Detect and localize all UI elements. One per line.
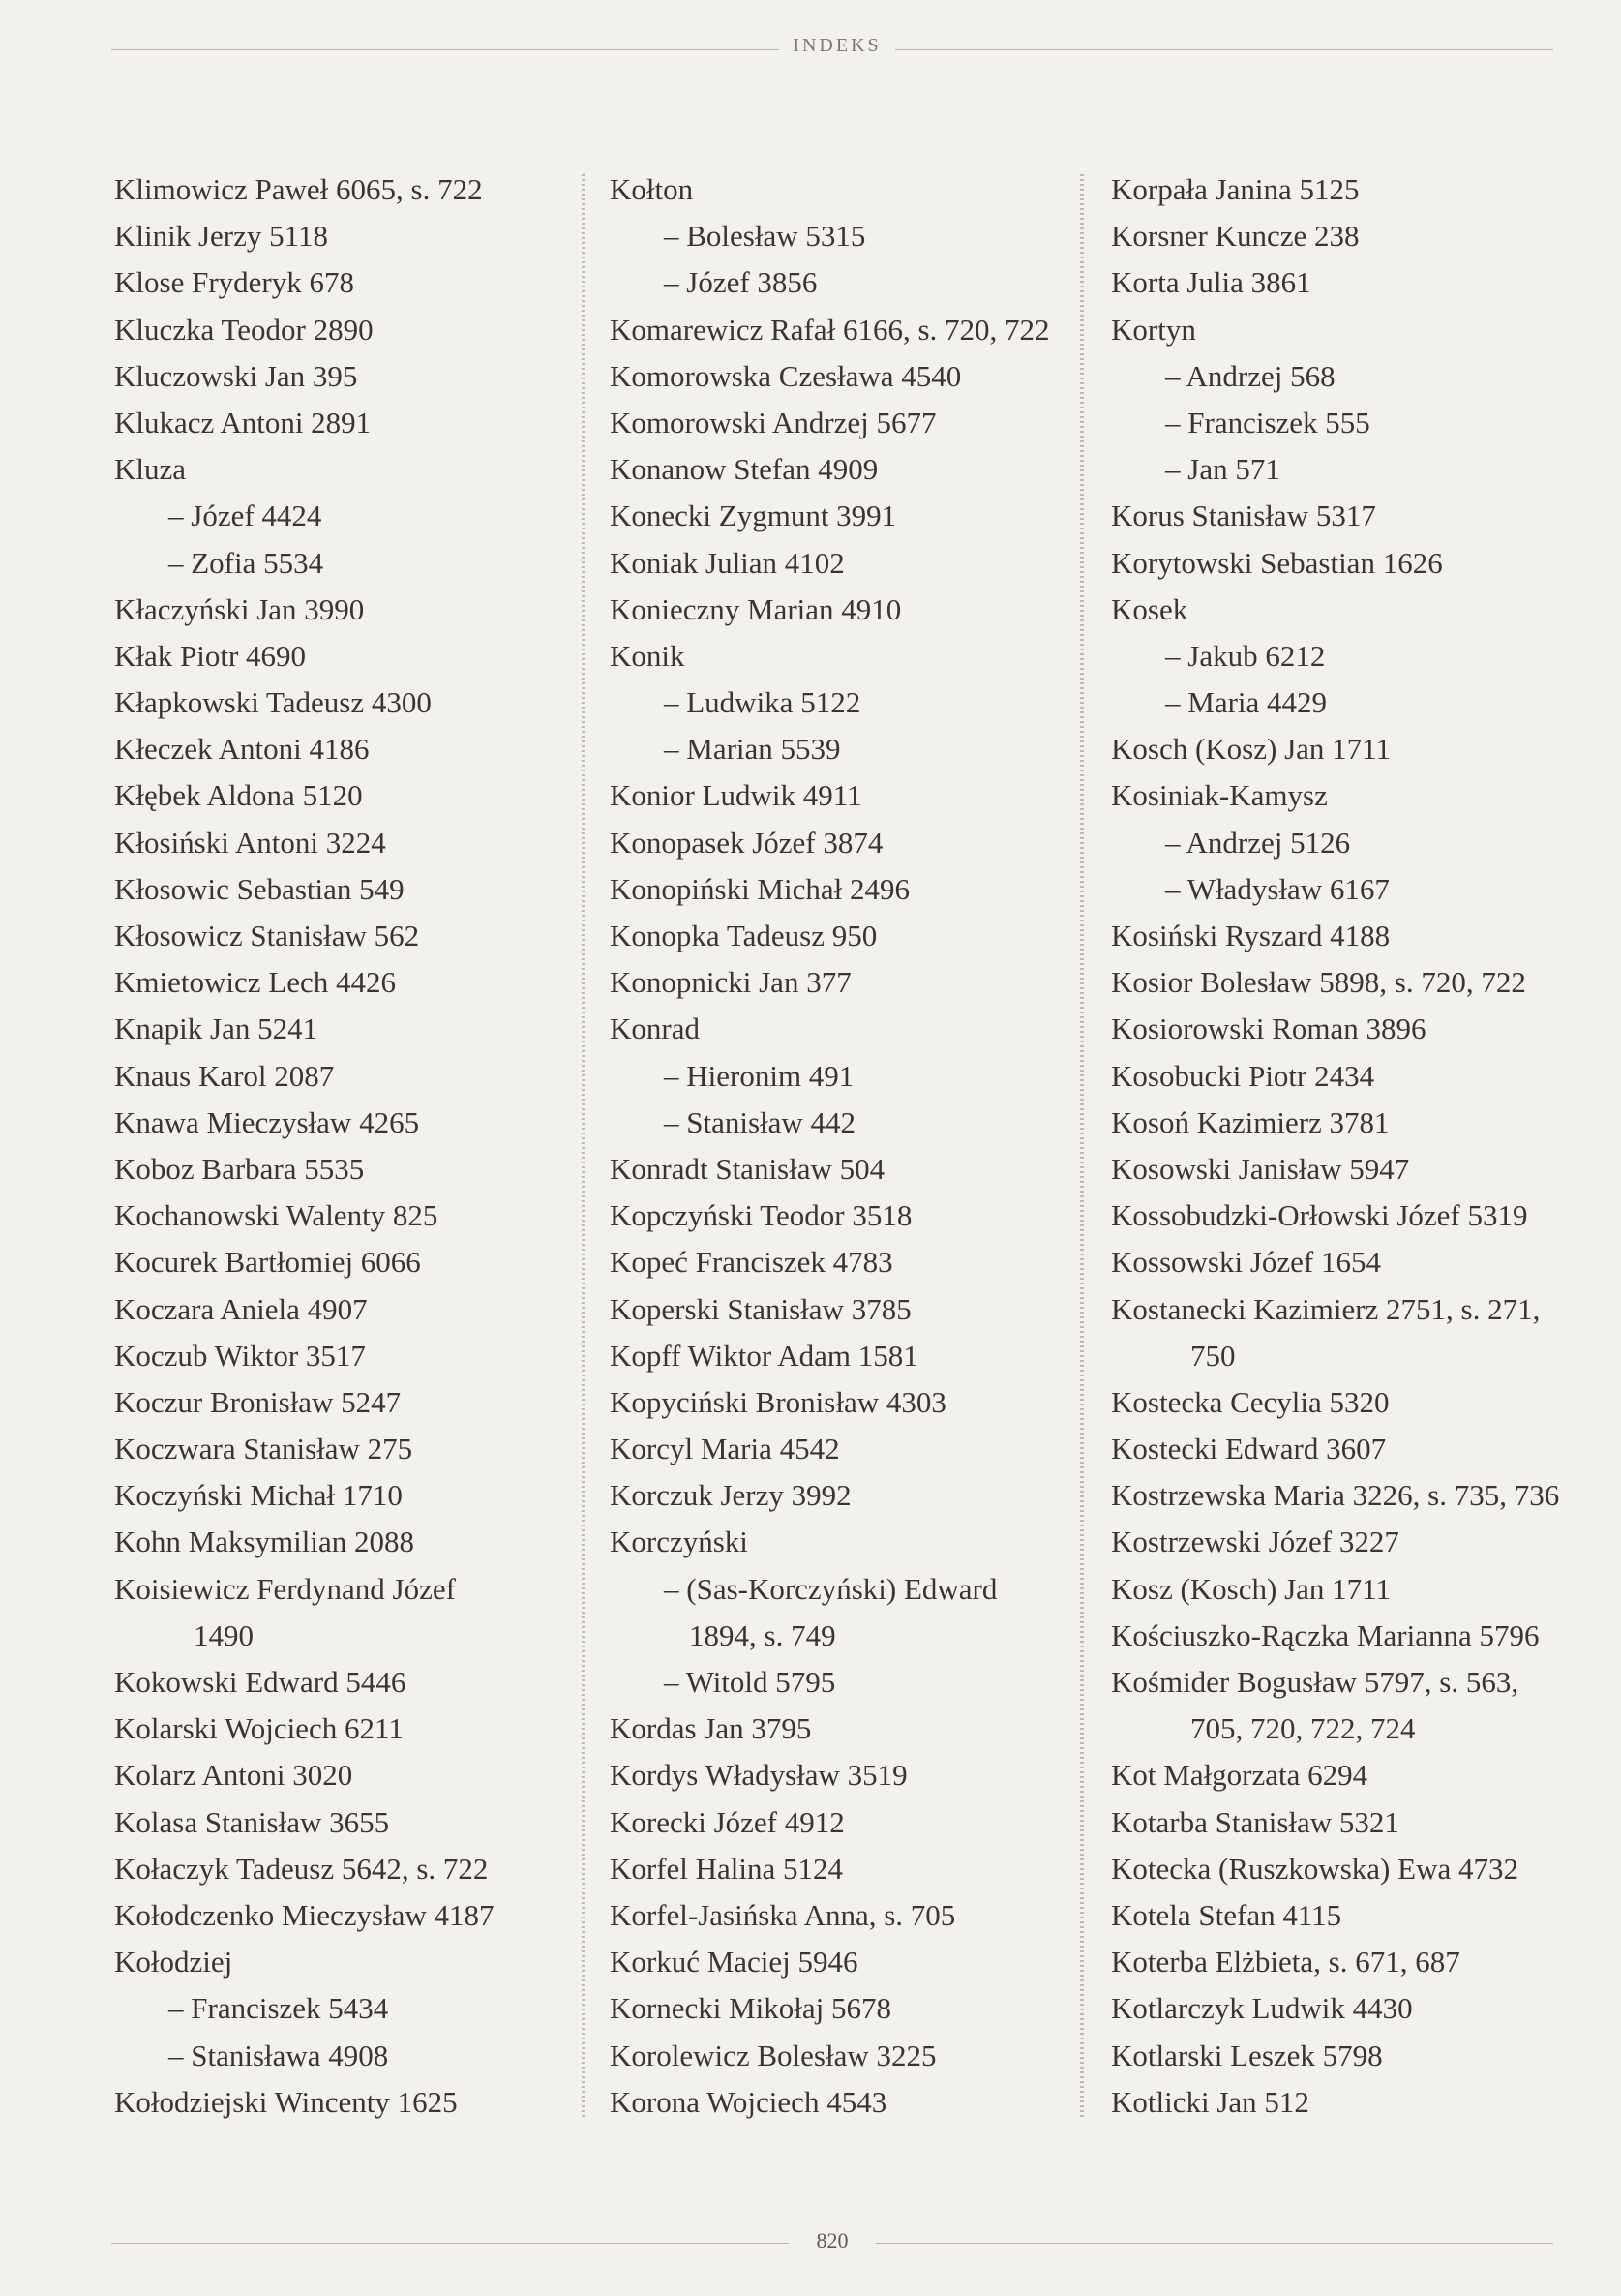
index-entry: Kopeć Franciszek 4783 [610,1245,893,1280]
index-entry: Konradt Stanisław 504 [610,1151,886,1186]
index-subentry: – Stanisława 4908 [168,2038,389,2072]
index-entry: Konanow Stefan 4909 [610,452,879,487]
index-entry: Konieczny Marian 4910 [610,591,902,626]
index-entry: Korta Julia 3861 [1111,265,1311,300]
index-entry: Kosoń Kazimierz 3781 [1111,1104,1390,1139]
index-entry: Kłaczyński Jan 3990 [114,591,365,626]
index-entry: Konopka Tadeusz 950 [610,919,878,952]
index-entry: Kłak Piotr 4690 [114,638,307,673]
index-subentry: – Franciszek 5434 [168,1991,389,2026]
index-entry: Kołaczyk Tadeusz 5642, s. 722 [114,1851,489,1886]
index-entry: Konior Ludwik 4911 [610,778,862,813]
index-subentry: – Maria 4429 [1165,685,1328,720]
index-entry: Korona Wojciech 4543 [610,2084,887,2119]
index-subentry: – Marian 5539 [664,732,841,767]
index-entry: Kolasa Stanisław 3655 [114,1804,390,1839]
index-entry: Korpała Janina 5125 [1111,172,1360,206]
index-entry: Kosiorowski Roman 3896 [1111,1012,1426,1046]
footer-rule-right [876,2243,1553,2244]
index-entry: Kosior Bolesław 5898, s. 720, 722 [1111,965,1526,1000]
index-entry: Koczwara Stanisław 275 [114,1432,413,1466]
index-column-1 [114,166,569,2126]
column-divider-1 [582,174,585,2120]
index-subentry: – Andrzej 5126 [1165,825,1351,860]
index-subentry: – Stanisław 442 [664,1104,856,1139]
index-entry: Kopff Wiktor Adam 1581 [610,1338,918,1373]
index-entry: Kostecka Cecylia 5320 [1111,1384,1390,1419]
index-columns [0,166,1621,2131]
index-entry: Kotlicki Jan 512 [1111,2084,1309,2119]
index-subentry: – Jakub 6212 [1165,638,1326,673]
index-entry: Koisiewicz Ferdynand Józef [114,1571,456,1606]
index-entry: Korsner Kuncze 238 [1111,219,1360,254]
index-entry: Kosch (Kosz) Jan 1711 [1111,732,1391,767]
page-footer [111,2228,1553,2257]
index-entry: Knaus Karol 2087 [114,1058,335,1093]
index-entry: Korcyl Maria 4542 [610,1432,840,1466]
index-subentry: – Ludwika 5122 [664,685,861,720]
index-entry: Koczyński Michał 1710 [114,1478,403,1513]
index-entry: Kosz (Kosch) Jan 1711 [1111,1571,1391,1606]
index-entry: Korfel Halina 5124 [610,1851,844,1886]
index-entry: Kosiński Ryszard 4188 [1111,919,1391,952]
index-entry: Kościuszko-Rączka Marianna 5796 [1111,1617,1540,1652]
index-entry: Kostanecki Kazimierz 2751, s. 271, [1111,1291,1541,1326]
index-entry: Kohn Maksymilian 2088 [114,1525,414,1559]
index-entry: Konopiński Michał 2496 [610,871,910,906]
index-entry: Klose Fryderyk 678 [114,265,354,300]
index-entry: Kornecki Mikołaj 5678 [610,1991,892,2026]
index-entry: Klukacz Antoni 2891 [114,405,372,439]
index-subentry: – Józef 4424 [168,498,322,533]
index-entry: Koterba Elżbieta, s. 671, 687 [1111,1945,1460,1979]
index-entry: Kostrzewski Józef 3227 [1111,1525,1399,1559]
index-entry: Kotlarczyk Ludwik 4430 [1111,1991,1413,2026]
index-entry: Kot Małgorzata 6294 [1111,1758,1368,1793]
footer-rule-left [111,2243,789,2244]
index-entry: Komorowska Czesława 4540 [610,358,962,393]
index-entry: Konecki Zygmunt 3991 [610,498,897,533]
index-entry: Kołton [610,172,694,206]
index-entry: Kopyciński Bronisław 4303 [610,1384,946,1419]
index-entry: Konopnicki Jan 377 [610,965,852,1000]
index-entry: Kotarba Stanisław 5321 [1111,1804,1399,1839]
index-entry: Korus Stanisław 5317 [1111,498,1376,533]
index-subentry: – Józef 3856 [664,265,818,300]
index-entry: Kosowski Janisław 5947 [1111,1151,1410,1186]
index-subentry: – Zofia 5534 [168,545,324,580]
index-entry: Konopasek Józef 3874 [610,825,884,860]
index-entry: Kmietowicz Lech 4426 [114,965,396,1000]
index-entry: Kolarz Antoni 3020 [114,1758,353,1793]
index-entry: Koniak Julian 4102 [610,545,845,580]
index-entry: Klimowicz Paweł 6065, s. 722 [114,172,483,206]
index-entry: Koperski Stanisław 3785 [610,1291,912,1326]
index-entry: Komarewicz Rafał 6166, s. 720, 722 [610,312,1050,347]
index-entry: Kochanowski Walenty 825 [114,1198,438,1233]
index-entry: Kołodczenko Mieczysław 4187 [114,1897,495,1932]
index-entry-continuation: 1490 [194,1617,254,1652]
index-entry: Knawa Mieczysław 4265 [114,1104,420,1139]
index-entry: Korfel-Jasińska Anna, s. 705 [610,1897,956,1932]
header-rule-right [895,49,1553,50]
index-entry: Knapik Jan 5241 [114,1012,318,1046]
index-entry: Kopczyński Teodor 3518 [610,1198,913,1233]
index-entry-continuation: 705, 720, 722, 724 [1190,1711,1416,1746]
index-entry: Kłosowicz Stanisław 562 [114,919,420,952]
index-entry: Koczub Wiktor 3517 [114,1338,366,1373]
index-entry-continuation: 1894, s. 749 [689,1617,836,1652]
page-number: 820 [816,2228,849,2252]
index-entry: Kossobudzki-Orłowski Józef 5319 [1111,1198,1528,1233]
index-entry: Kostecki Edward 3607 [1111,1432,1387,1466]
index-column-3 [1111,166,1560,2126]
index-entry: Kotela Stefan 4115 [1111,1897,1342,1932]
index-entry: Koczur Bronisław 5247 [114,1384,402,1419]
index-entry: Kluczka Teodor 2890 [114,312,374,347]
index-entry: Kordas Jan 3795 [610,1711,812,1746]
index-entry: Kortyn [1111,312,1196,347]
index-subentry: – (Sas-Korczyński) Edward [664,1571,998,1606]
index-entry: Koboz Barbara 5535 [114,1151,365,1186]
header-rule-left [111,49,779,50]
index-subentry: – Władysław 6167 [1165,871,1390,906]
index-entry: Kordys Władysław 3519 [610,1758,908,1793]
index-entry: Konrad [610,1012,700,1046]
index-entry-continuation: 750 [1190,1338,1236,1373]
running-header [111,35,1553,64]
column-divider-2 [1080,174,1084,2120]
index-entry: Kocurek Bartłomiej 6066 [114,1245,421,1280]
index-entry: Korolewicz Bolesław 3225 [610,2038,937,2072]
index-entry: Kłapkowski Tadeusz 4300 [114,685,432,720]
index-subentry: – Andrzej 568 [1165,358,1336,393]
index-entry: Kokowski Edward 5446 [114,1665,406,1699]
index-entry: Kłębek Aldona 5120 [114,778,363,813]
index-entry: Korytowski Sebastian 1626 [1111,545,1443,580]
index-entry: Kołodziejski Wincenty 1625 [114,2084,458,2119]
index-entry: Kosiniak-Kamysz [1111,778,1328,813]
index-entry: Kluczowski Jan 395 [114,358,358,393]
index-subentry: – Jan 571 [1165,452,1280,487]
index-entry: Korczyński [610,1525,748,1559]
index-entry: Kossowski Józef 1654 [1111,1245,1381,1280]
index-entry: Kłosiński Antoni 3224 [114,825,386,860]
index-entry: Kołodziej [114,1945,233,1979]
index-entry: Kosobucki Piotr 2434 [1111,1058,1375,1093]
index-entry: Kośmider Bogusław 5797, s. 563, [1111,1665,1519,1699]
index-entry: Korczuk Jerzy 3992 [610,1478,852,1513]
index-entry: Kostrzewska Maria 3226, s. 735, 736 [1111,1478,1560,1513]
index-subentry: – Hieronim 491 [664,1058,855,1093]
index-entry: Kosek [1111,591,1188,626]
index-entry: Kłeczek Antoni 4186 [114,732,370,767]
index-entry: Konik [610,638,685,673]
index-subentry: – Bolesław 5315 [664,219,866,254]
index-entry: Korecki Józef 4912 [610,1804,845,1839]
index-entry: Korkuć Maciej 5946 [610,1945,858,1979]
index-subentry: – Franciszek 555 [1165,405,1370,439]
index-entry: Kolarski Wojciech 6211 [114,1711,404,1746]
index-entry: Kluza [114,452,187,487]
index-entry: Kotlarski Leszek 5798 [1111,2038,1383,2072]
index-entry: Kotecka (Ruszkowska) Ewa 4732 [1111,1851,1518,1886]
index-column-2 [610,166,1065,2126]
index-entry: Koczara Aniela 4907 [114,1291,368,1326]
index-subentry: – Witold 5795 [664,1665,836,1699]
index-entry: Kłosowic Sebastian 549 [114,871,405,906]
header-title: INDEKS [793,35,882,56]
index-entry: Komorowski Andrzej 5677 [610,405,937,439]
index-entry: Klinik Jerzy 5118 [114,219,328,254]
